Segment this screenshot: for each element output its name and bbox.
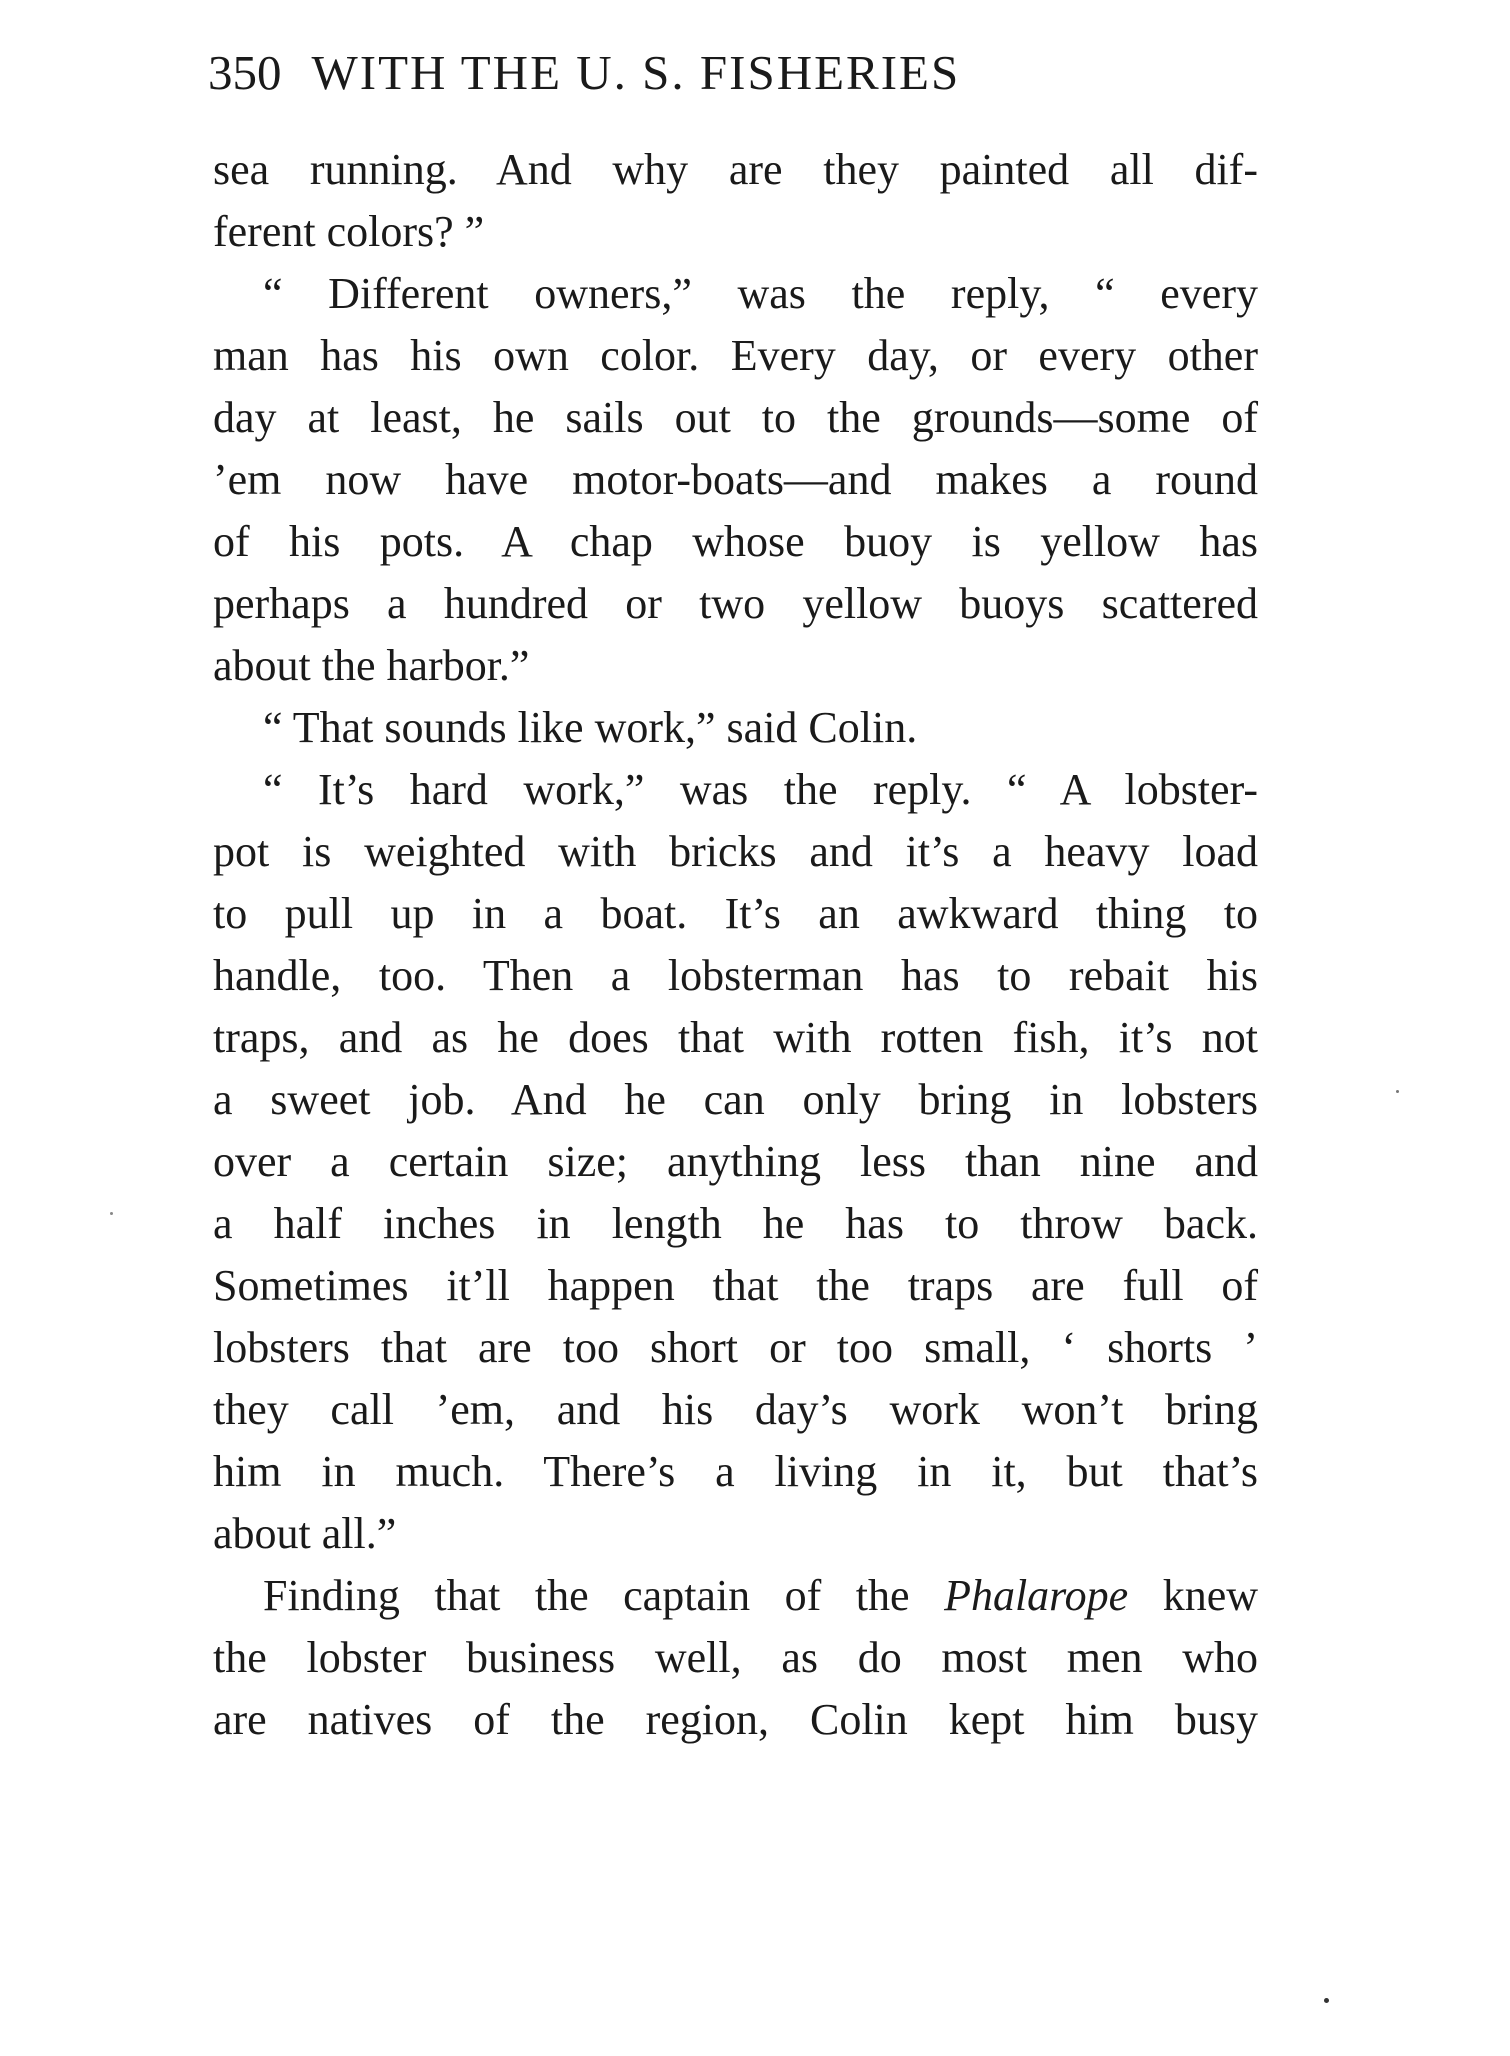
- text-line: over a certain size; anything less than nine and: [213, 1137, 1258, 1186]
- ship-name-italic: Phalarope: [944, 1571, 1129, 1620]
- text-line: “ That sounds like work,” said Colin.: [263, 703, 918, 752]
- text-line: ferent colors? ”: [213, 207, 485, 256]
- page-number: 350: [208, 45, 282, 100]
- text-line-with-italic: [263, 1566, 1258, 1628]
- text-line: to pull up in a boat. It’s an awkward thing to: [213, 889, 1258, 938]
- text-line: lobsters that are too short or too small, ‘ shorts ’: [213, 1323, 1258, 1372]
- running-head: WITH THE U. S. FISHERIES: [311, 45, 961, 100]
- text-line: they call ’em, and his day’s work won’t bring: [213, 1385, 1258, 1434]
- text-line: him in much. There’s a living in it, but that’s: [213, 1447, 1258, 1496]
- text-line: “ Different owners,” was the reply, “ every: [263, 269, 1258, 318]
- page-speck: [110, 1212, 113, 1215]
- page-speck: [1324, 1998, 1329, 2003]
- text-segment: Finding that the captain of the: [263, 1571, 910, 1620]
- text-segment: knew: [1162, 1571, 1258, 1620]
- text-line: Sometimes it’ll happen that the traps are full of: [213, 1261, 1258, 1310]
- text-line: day at least, he sails out to the grounds—some of: [213, 393, 1258, 442]
- page-header: [208, 44, 1258, 114]
- text-line: man has his own color. Every day, or every other: [213, 331, 1258, 380]
- text-line: sea running. And why are they painted all dif-: [213, 145, 1258, 194]
- text-line: handle, too. Then a lobsterman has to rebait his: [213, 951, 1258, 1000]
- text-line: about the harbor.”: [213, 641, 530, 690]
- text-line: perhaps a hundred or two yellow buoys scattered: [213, 579, 1258, 628]
- text-line: “ It’s hard work,” was the reply. “ A lobster-: [263, 765, 1258, 814]
- text-line: ’em now have motor-boats—and makes a round: [213, 455, 1258, 504]
- text-line: a sweet job. And he can only bring in lobsters: [213, 1075, 1258, 1124]
- text-line: are natives of the region, Colin kept him busy: [213, 1695, 1258, 1744]
- text-line: traps, and as he does that with rotten fish, it’s not: [213, 1013, 1258, 1062]
- text-line: the lobster business well, as do most men who: [213, 1633, 1258, 1682]
- text-line: a half inches in length he has to throw back.: [213, 1199, 1258, 1248]
- text-line: pot is weighted with bricks and it’s a heavy load: [213, 827, 1258, 876]
- page-speck: [1396, 1090, 1399, 1093]
- text-line: about all.”: [213, 1509, 397, 1558]
- text-line: of his pots. A chap whose buoy is yellow has: [213, 517, 1258, 566]
